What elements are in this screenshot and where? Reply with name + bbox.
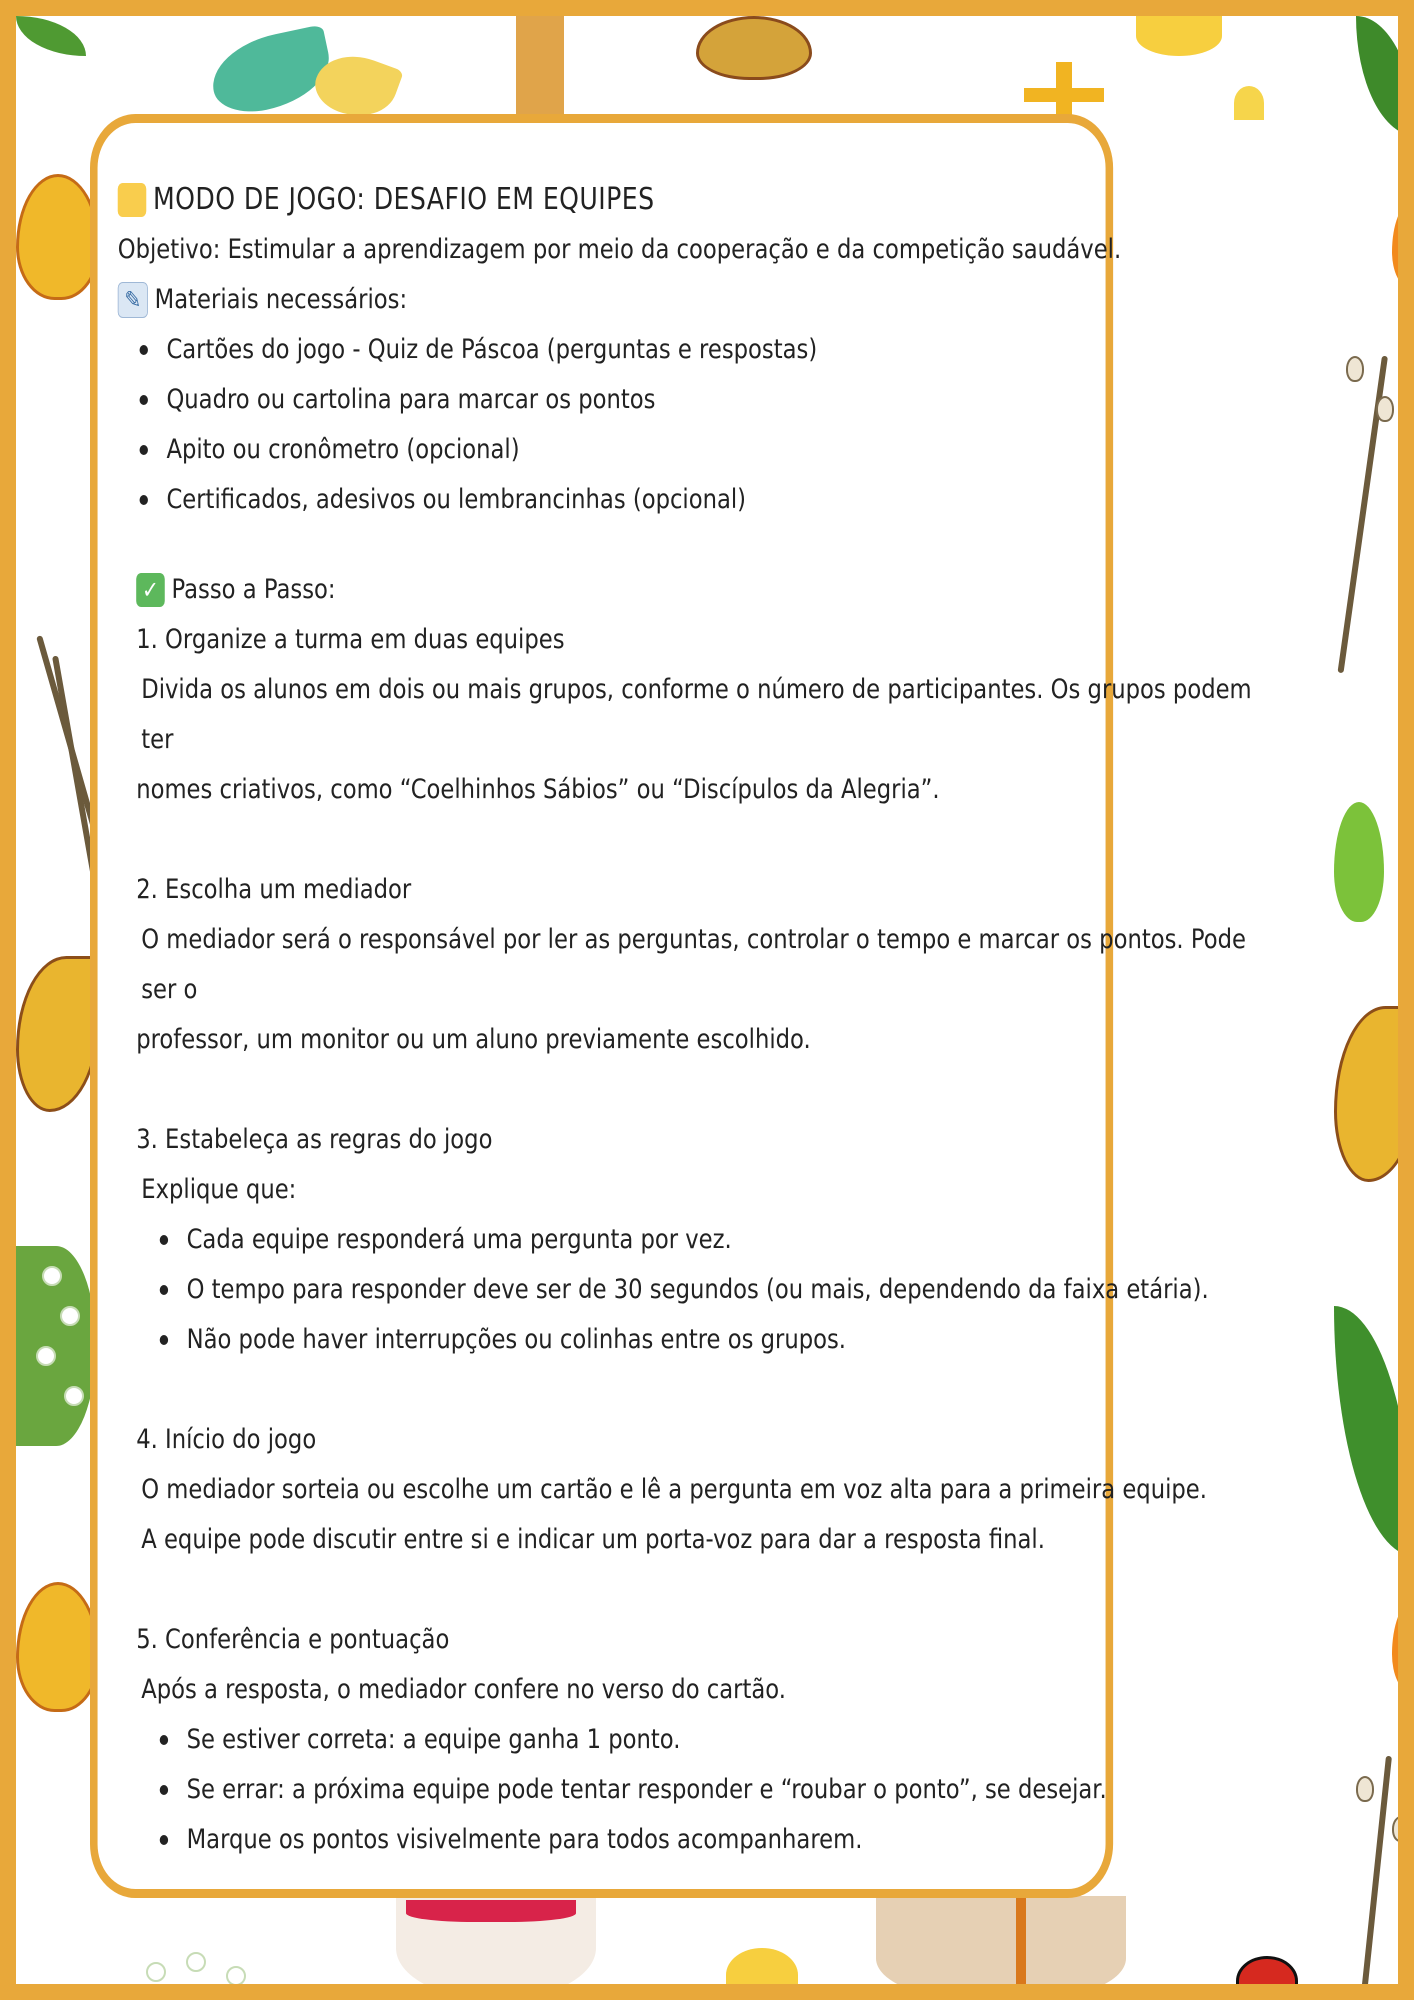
list-item: Cada equipe responderá uma pergunta por vez. xyxy=(118,1215,1277,1265)
list-item: Não pode haver interrupções ou colinhas entre os grupos. xyxy=(118,1315,1277,1365)
ladybug-illustration xyxy=(1236,1956,1298,2000)
list-item: Cartões do jogo - Quiz de Páscoa (perguntas e respostas) xyxy=(118,325,1277,375)
chick-illustration xyxy=(726,1948,798,2000)
step-1 xyxy=(118,615,1277,815)
easter-egg-illustration xyxy=(696,16,812,80)
list-item: O tempo para responder deve ser de 30 segundos (ou mais, dependendo da faixa etária). xyxy=(118,1265,1277,1315)
list-item: Quadro ou cartolina para marcar os pontos xyxy=(118,375,1277,425)
list-item: Se errar: a próxima equipe pode tentar responder e “roubar o ponto”, se desejar. xyxy=(118,1765,1277,1815)
list-item: Certificados, adesivos ou lembrancinhas (opcional) xyxy=(118,475,1277,525)
memo-icon: ✎ xyxy=(118,282,148,318)
step-text: A equipe pode discutir entre si e indicar um porta-voz para dar a resposta final. xyxy=(141,1524,1045,1555)
content-card xyxy=(90,114,1252,1898)
materials-heading-row xyxy=(118,275,1277,325)
yellow-square-icon xyxy=(118,183,147,217)
rules-list xyxy=(118,1215,1277,1365)
step-title: 2. Escolha um mediador xyxy=(136,874,412,905)
list-item: Apito ou cronômetro (opcional) xyxy=(118,425,1277,475)
lamb-illustration xyxy=(876,1896,1126,2000)
step-title: 1. Organize a turma em duas equipes xyxy=(136,624,565,655)
step-text: Divida os alunos em dois ou mais grupos, conforme o número de participantes. Os grupos podem ter xyxy=(141,674,1252,755)
easter-egg-illustration xyxy=(1334,802,1384,922)
step-title: 3. Estabeleça as regras do jogo xyxy=(136,1124,493,1155)
step-5 xyxy=(118,1615,1277,1865)
steps-heading: Passo a Passo: xyxy=(171,574,336,605)
step-3 xyxy=(118,1115,1277,1365)
materials-heading: Materiais necessários: xyxy=(154,284,408,315)
step-text: nomes criativos, como “Coelhinhos Sábios” ou “Discípulos da Alegria”. xyxy=(136,774,940,805)
step-4 xyxy=(118,1415,1277,1565)
list-item: Se estiver correta: a equipe ganha 1 ponto. xyxy=(118,1715,1277,1765)
butterfly-illustration xyxy=(205,24,337,119)
step-text: O mediador será o responsável por ler as perguntas, controlar o tempo e marcar os pontos. Pode ser o xyxy=(141,924,1246,1005)
step-title: 5. Conferência e pontuação xyxy=(136,1624,450,1655)
butterfly-illustration xyxy=(16,956,100,1112)
step-intro: Explique que: xyxy=(141,1174,297,1205)
chick-illustration xyxy=(1136,16,1222,56)
step-title: 4. Início do jogo xyxy=(136,1424,317,1455)
page-title-row xyxy=(118,175,1277,225)
objective-text: Objetivo: Estimular a aprendizagem por meio da cooperação e da competição saudável. xyxy=(117,234,1122,265)
step-2 xyxy=(118,865,1277,1065)
easter-egg-illustration xyxy=(16,174,100,300)
step-text: professor, um monitor ou um aluno previamente escolhido. xyxy=(136,1024,811,1055)
scoring-list xyxy=(118,1715,1277,1865)
check-mark-icon: ✓ xyxy=(136,573,165,607)
candle-illustration xyxy=(1234,86,1264,120)
materials-list xyxy=(118,325,1277,525)
steps-heading-row xyxy=(118,565,1277,615)
step-intro: Após a resposta, o mediador confere no verso do cartão. xyxy=(141,1674,786,1705)
lily-leaf xyxy=(1334,1306,1414,1556)
page-title: MODO DE JOGO: DESAFIO EM EQUIPES xyxy=(153,182,655,217)
list-item: Marque os pontos visivelmente para todos acompanharem. xyxy=(118,1815,1277,1865)
butterfly-illustration xyxy=(1334,1006,1414,1182)
easter-egg-illustration xyxy=(16,1582,100,1712)
step-text: O mediador sorteia ou escolhe um cartão e lê a pergunta em voz alta para a primeira equipe. xyxy=(141,1474,1207,1505)
